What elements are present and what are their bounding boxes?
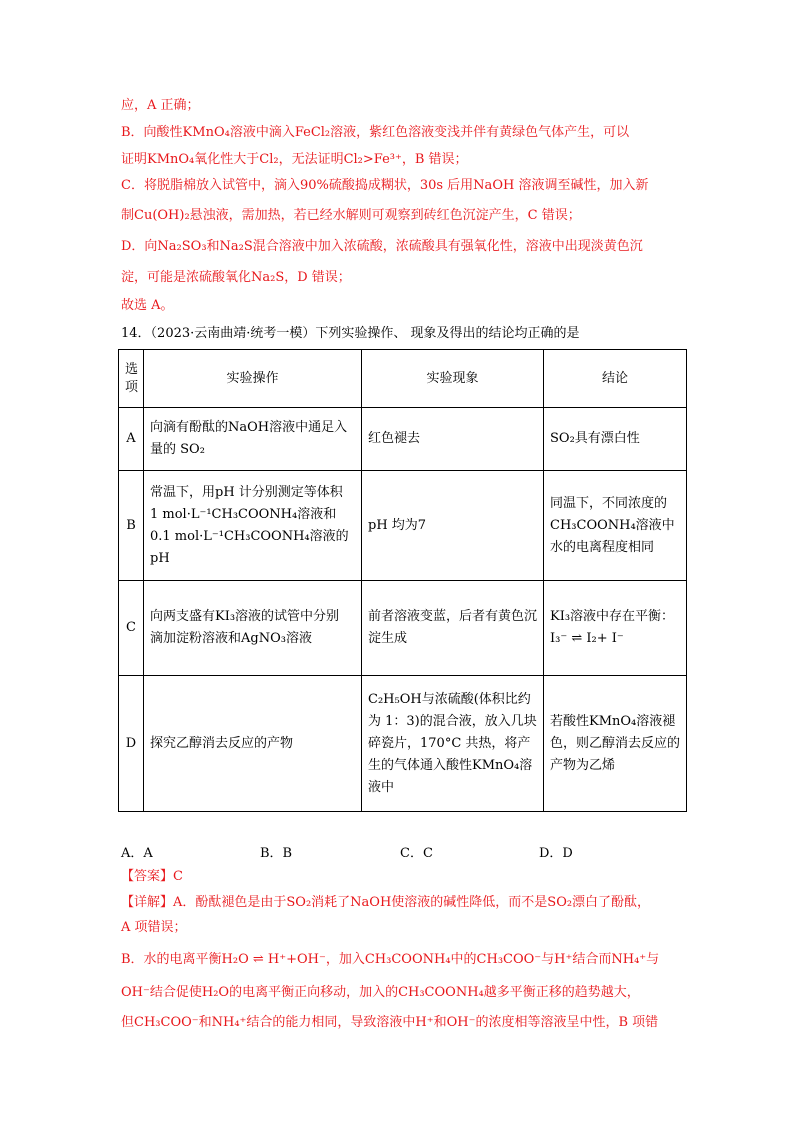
conclusion-cell: 同温下，不同浓度的CH₃COONH₄溶液中水的电离程度相同 (544, 471, 687, 581)
explanation-line: 证明KMnO₄氧化性大于Cl₂，无法证明Cl₂>Fe³⁺，B 错误； (121, 152, 468, 167)
answer-label: 【答案】C (121, 869, 183, 884)
table-header-cell: 实验操作 (144, 350, 362, 408)
table-row (119, 408, 687, 471)
conclusion-cell: KI₃溶液中存在平衡：I₃⁻ ⇌ I₂+ I⁻ (544, 581, 687, 676)
explanation-line: 应，A 正确； (121, 98, 200, 113)
option-cell: C (119, 581, 144, 676)
operation-cell: 向两支盛有KI₃溶液的试管中分别 滴加淀粉溶液和AgNO₃溶液 (144, 581, 362, 676)
phenomenon-cell: pH 均为7 (362, 471, 544, 581)
table-row (119, 676, 687, 812)
explanation-line: 淀，可能是浓硫酸氧化Na₂S，D 错误； (121, 270, 351, 285)
explanation-line: C．将脱脂棉放入试管中，滴入90%硫酸捣成糊状，30s 后用NaOH 溶液调至碱性，加入新 (121, 178, 649, 193)
option-d: D．D (539, 846, 573, 861)
answer-line: A 项错误； (121, 920, 187, 935)
explanation-line: 制Cu(OH)₂悬浊液，需加热，若已经水解则可观察到砖红色沉淀产生，C 错误； (121, 208, 581, 223)
table-header-cell: 结论 (544, 350, 687, 408)
phenomenon-cell: 红色褪去 (362, 408, 544, 471)
question-text: 14．（2023·云南曲靖·统考一模）下列实验操作、 现象及得出的结论均正确的是 (121, 326, 580, 341)
option-cell: A (119, 408, 144, 471)
explanation-line: D．向Na₂SO₃和Na₂S混合溶液中加入浓硫酸，浓硫酸具有强氧化性，溶液中出现淡黄色沉 (121, 239, 643, 254)
question-table (118, 349, 687, 812)
answer-line: 【详解】A．酚酞褪色是由于SO₂消耗了NaOH使溶液的碱性降低，而不是SO₂漂白了酚酞， (121, 895, 651, 910)
phenomenon-cell: C₂H₅OH与浓硫酸(体积比约为 1：3)的混合液，放入几块碎瓷片，170°C 共热，将产生的气体通入酸性KMnO₄溶液中 (362, 676, 544, 812)
option-cell: B (119, 471, 144, 581)
operation-cell: 常温下，用pH 计分别测定等体积 1 mol·L⁻¹CH₃COONH₄溶液和0.1 mol·L⁻¹CH₃COONH₄溶液的pH (144, 471, 362, 581)
conclusion-cell: 若酸性KMnO₄溶液褪色，则乙醇消去反应的产物为乙烯 (544, 676, 687, 812)
table-header-row (119, 350, 687, 408)
operation-cell: 向滴有酚酞的NaOH溶液中通足入量的 SO₂ (144, 408, 362, 471)
answer-line: OH⁻结合促使H₂O的电离平衡正向移动，加入的CH₃COONH₄越多平衡正移的趋势越大， (121, 985, 640, 1000)
answer-options (121, 842, 681, 860)
phenomenon-cell: 前者溶液变蓝，后者有黄色沉淀生成 (362, 581, 544, 676)
table-row (119, 471, 687, 581)
answer-line: 但CH₃COO⁻和NH₄⁺结合的能力相同，导致溶液中H⁺和OH⁻的浓度相等溶液呈中性，B 项错 (121, 1015, 659, 1030)
conclusion-cell: SO₂具有漂白性 (544, 408, 687, 471)
operation-cell: 探究乙醇消去反应的产物 (144, 676, 362, 812)
table-row (119, 581, 687, 676)
option-cell: D (119, 676, 144, 812)
table-header-cell: 实验现象 (362, 350, 544, 408)
explanation-line: B．向酸性KMnO₄溶液中滴入FeCl₂溶液，紫红色溶液变浅并伴有黄绿色气体产生，可以 (121, 125, 630, 140)
option-c: C．C (400, 846, 433, 861)
option-b: B．B (260, 846, 293, 861)
explanation-line: 故选 A。 (121, 298, 174, 313)
option-a: A．A (121, 846, 153, 861)
table-header-cell: 选项 (119, 350, 144, 408)
answer-line: B．水的电离平衡H₂O ⇌ H⁺+OH⁻，加入CH₃COONH₄中的CH₃COO⁻与H⁺结合而NH₄⁺与 (121, 952, 660, 967)
